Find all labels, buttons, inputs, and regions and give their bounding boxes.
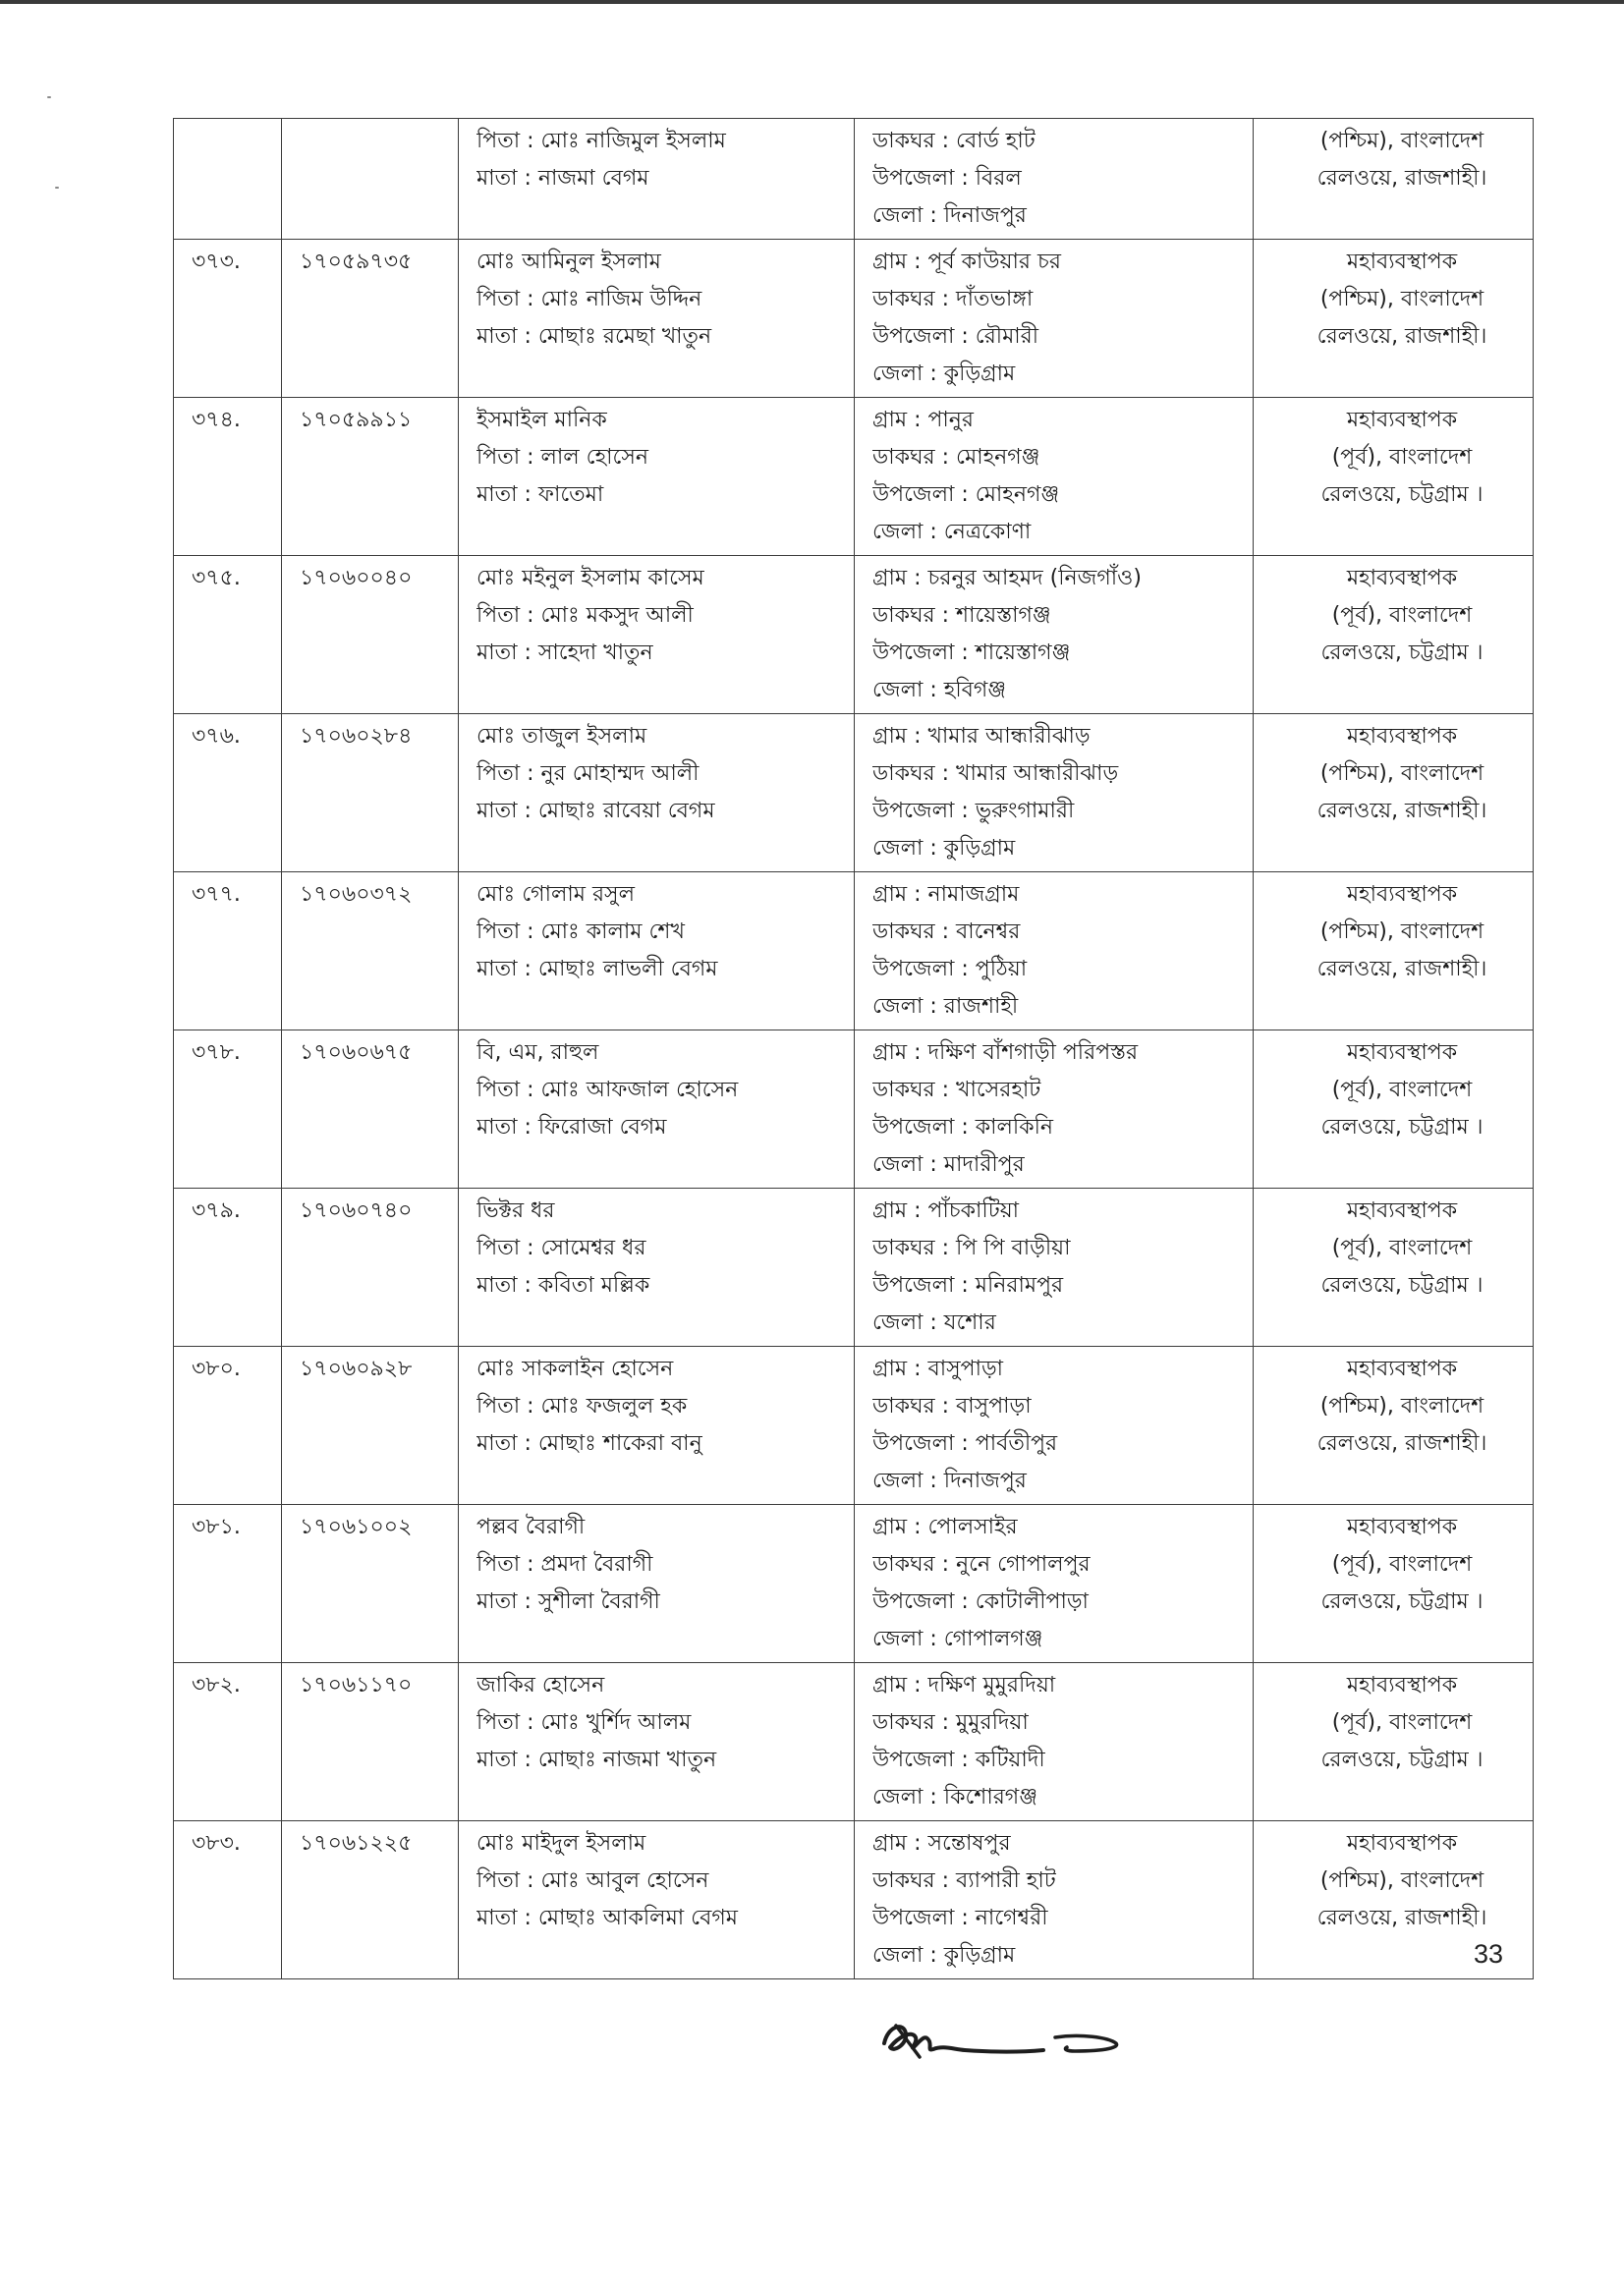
posting-office-cell-line: রেলওয়ে, চট্টগ্রাম । [1320,1273,1484,1298]
serial-cell: ৩৮১. [174,1505,282,1663]
candidate-name-cell-line: পিতা : প্রমদা বৈরাগী [476,1552,653,1577]
appointment-table-body [174,119,1534,1979]
posting-office-cell-line: (পূর্ব), বাংলাদেশ [1331,603,1473,628]
posting-office-cell-line: মহাব্যবস্থাপক [1346,1040,1458,1065]
roll-number-cell: ১৭০৬১২২৫ [282,1821,459,1979]
serial-cell: ৩৭৩. [174,240,282,398]
candidate-name-cell [459,1189,855,1347]
posting-office-cell-line: রেলওয়ে, রাজশাহী। [1316,166,1487,191]
roll-number-cell: ১৭০৬০৭৪০ [282,1189,459,1347]
posting-office-cell-line: (পূর্ব), বাংলাদেশ [1331,1078,1473,1102]
posting-office-cell-line: রেলওয়ে, রাজশাহী। [1316,799,1487,823]
candidate-name-cell-line: মাতা : মোছাঃ রাবেয়া বেগম [476,799,715,823]
posting-office-cell-line: মহাব্যবস্থাপক [1346,882,1458,907]
address-cell [855,1821,1254,1979]
posting-office-cell-line: রেলওয়ে, চট্টগ্রাম । [1320,1589,1484,1614]
table-row [174,1663,1534,1821]
address-cell-line: গ্রাম : খামার আন্ধারীঝাড় [872,724,1091,749]
table-row [174,714,1534,872]
address-cell-line: উপজেলা : পুঠিয়া [872,957,1028,981]
address-cell-line: গ্রাম : পূর্ব কাউয়ার চর [872,250,1061,274]
address-cell-line: গ্রাম : সন্তোষপুর [872,1831,1011,1856]
address-cell-line: গ্রাম : বাসুপাড়া [872,1357,1004,1381]
posting-office-cell [1254,1189,1534,1347]
candidate-name-cell-line: পিতা : মোঃ নাজিম উদ্দিন [476,287,702,311]
candidate-name-cell-line: পিতা : মোঃ ফজলুল হক [476,1394,688,1419]
address-cell-line: জেলা : কুড়িগ্রাম [872,1943,1016,1968]
address-cell-line: উপজেলা : শায়েস্তাগঞ্জ [872,640,1071,665]
posting-office-cell-line: মহাব্যবস্থাপক [1346,566,1458,590]
candidate-name-cell-line: মোঃ মাইদুল ইসলাম [476,1831,646,1856]
candidate-name-cell-line: পিতা : মোঃ নাজিমুল ইসলাম [476,129,726,153]
address-cell-line: জেলা : নেত্রকোণা [872,520,1032,544]
posting-office-cell-line: (পশ্চিম), বাংলাদেশ [1319,1394,1484,1419]
candidate-name-cell [459,1030,855,1189]
roll-number-cell: ১৭০৬০৯২৮ [282,1347,459,1505]
roll-number-cell: ১৭০৫৯৭৩৫ [282,240,459,398]
candidate-name-cell-line: মাতা : মোছাঃ রমেছা খাতুন [476,324,712,349]
roll-number-cell: ১৭০৫৯৯১১ [282,398,459,556]
table-row [174,1030,1534,1189]
posting-office-cell-line: (পশ্চিম), বাংলাদেশ [1319,129,1484,153]
serial-cell: ৩৭৮. [174,1030,282,1189]
candidate-name-cell-line: মোঃ সাকলাইন হোসেন [476,1357,674,1381]
candidate-name-cell-line: ইসমাইল মানিক [476,408,607,432]
address-cell [855,1505,1254,1663]
candidate-name-cell-line: পিতা : মোঃ কালাম শেখ [476,919,685,944]
address-cell-line: উপজেলা : মোহনগঞ্জ [872,482,1060,507]
address-cell-line: ডাকঘর : বাসুপাড়া [872,1394,1032,1419]
address-cell-line: গ্রাম : পোলসাইর [872,1515,1018,1539]
address-cell [855,1189,1254,1347]
roll-number-cell: ১৭০৬০০৪০ [282,556,459,714]
candidate-name-cell-line: মাতা : ফাতেমা [476,482,604,507]
posting-office-cell-line: (পশ্চিম), বাংলাদেশ [1319,919,1484,944]
posting-office-cell [1254,1030,1534,1189]
candidate-name-cell-line: মাতা : সুশীলা বৈরাগী [476,1589,660,1614]
address-cell-line: উপজেলা : কোটালীপাড়া [872,1589,1089,1614]
candidate-name-cell-line: মাতা : মোছাঃ লাভলী বেগম [476,957,718,981]
address-cell-line: ডাকঘর : দাঁতভাঙ্গা [872,287,1034,311]
address-cell-line: উপজেলা : মনিরামপুর [872,1273,1064,1298]
address-cell [855,1663,1254,1821]
address-cell-line: গ্রাম : দক্ষিণ মুমুরদিয়া [872,1673,1056,1698]
posting-office-cell-line: রেলওয়ে, রাজশাহী। [1316,324,1487,349]
posting-office-cell-line: মহাব্যবস্থাপক [1346,1831,1458,1856]
serial-cell: ৩৮২. [174,1663,282,1821]
posting-office-cell [1254,556,1534,714]
candidate-name-cell-line: জাকির হোসেন [476,1673,605,1698]
address-cell-line: উপজেলা : পার্বতীপুর [872,1431,1058,1456]
address-cell-line: উপজেলা : কালকিনি [872,1115,1054,1140]
posting-office-cell-line: মহাব্যবস্থাপক [1346,1357,1458,1381]
candidate-name-cell [459,1347,855,1505]
candidate-name-cell-line: পিতা : মোঃ মকসুদ আলী [476,603,694,628]
posting-office-cell-line: রেলওয়ে, চট্টগ্রাম । [1320,482,1484,507]
roll-number-cell: ১৭০৬০৩৭২ [282,872,459,1030]
top-border-line [0,0,1624,4]
roll-number-cell: ১৭০৬০২৮৪ [282,714,459,872]
serial-cell: ৩৭৪. [174,398,282,556]
posting-office-cell [1254,714,1534,872]
candidate-name-cell-line: মোঃ গোলাম রসুল [476,882,635,907]
candidate-name-cell-line: মাতা : মোছাঃ আকলিমা বেগম [476,1906,738,1930]
address-cell-line: জেলা : গোপালগঞ্জ [872,1627,1043,1651]
posting-office-cell-line: মহাব্যবস্থাপক [1346,1515,1458,1539]
posting-office-cell [1254,240,1534,398]
address-cell-line: ডাকঘর : বানেশ্বর [872,919,1021,944]
candidate-name-cell-line: পিতা : নুর মোহাম্মদ আলী [476,761,700,786]
address-cell [855,1030,1254,1189]
table-row [174,1189,1534,1347]
address-cell [855,556,1254,714]
address-cell [855,240,1254,398]
address-cell-line: ডাকঘর : বোর্ড হাট [872,129,1036,153]
posting-office-cell [1254,1505,1534,1663]
address-cell-line: জেলা : কিশোরগঞ্জ [872,1785,1038,1809]
posting-office-cell-line: (পূর্ব), বাংলাদেশ [1331,1710,1473,1735]
address-cell-line: গ্রাম : পানুর [872,408,975,432]
candidate-name-cell-line: ভিক্টর ধর [476,1198,555,1223]
address-cell-line: ডাকঘর : খাসেরহাট [872,1078,1041,1102]
address-cell-line: উপজেলা : ভুরুংগামারী [872,799,1075,823]
posting-office-cell-line: রেলওয়ে, রাজশাহী। [1316,957,1487,981]
posting-office-cell-line: (পূর্ব), বাংলাদেশ [1331,1552,1473,1577]
address-cell-line: উপজেলা : কটিয়াদী [872,1748,1045,1772]
candidate-name-cell-line: মাতা : সাহেদা খাতুন [476,640,653,665]
address-cell-line: জেলা : রাজশাহী [872,994,1019,1019]
candidate-name-cell [459,1821,855,1979]
candidate-name-cell [459,240,855,398]
candidate-name-cell-line: পল্লব বৈরাগী [476,1515,586,1539]
candidate-name-cell-line: মাতা : ফিরোজা বেগম [476,1115,667,1140]
candidate-name-cell-line: মোঃ মইনুল ইসলাম কাসেম [476,566,704,590]
candidate-name-cell-line: মাতা : মোছাঃ শাকেরা বানু [476,1431,702,1456]
table-row [174,1505,1534,1663]
scan-speck [55,187,59,189]
address-cell-line: জেলা : দিনাজপুর [872,1469,1027,1493]
posting-office-cell [1254,119,1534,240]
posting-office-cell-line: রেলওয়ে, চট্টগ্রাম । [1320,640,1484,665]
address-cell [855,714,1254,872]
address-cell-line: উপজেলা : নাগেশ্বরী [872,1906,1048,1930]
candidate-name-cell-line: মোঃ তাজুল ইসলাম [476,724,647,749]
roll-number-cell [282,119,459,240]
serial-cell: ৩৭৫. [174,556,282,714]
candidate-name-cell [459,1505,855,1663]
posting-office-cell [1254,1347,1534,1505]
address-cell-line: জেলা : মাদারীপুর [872,1152,1025,1177]
address-cell-line: জেলা : দিনাজপুর [872,203,1027,228]
candidate-name-cell-line: বি, এম, রাহুল [476,1040,599,1065]
address-cell [855,872,1254,1030]
candidate-name-cell [459,714,855,872]
address-cell-line: গ্রাম : পাঁচকাটিয়া [872,1198,1020,1223]
appointment-table [173,118,1534,1979]
address-cell-line: জেলা : যশোর [872,1310,996,1335]
candidate-name-cell-line: পিতা : লাল হোসেন [476,445,649,470]
serial-cell: ৩৭৭. [174,872,282,1030]
candidate-name-cell [459,1663,855,1821]
address-cell-line: জেলা : কুড়িগ্রাম [872,362,1016,386]
page-number: 33 [1474,1939,1504,1969]
address-cell-line: ডাকঘর : নুনে গোপালপুর [872,1552,1091,1577]
posting-office-cell-line: রেলওয়ে, রাজশাহী। [1316,1906,1487,1930]
posting-office-cell [1254,1663,1534,1821]
posting-office-cell-line: রেলওয়ে, রাজশাহী। [1316,1431,1487,1456]
posting-office-cell [1254,398,1534,556]
table-row [174,872,1534,1030]
candidate-name-cell-line: পিতা : মোঃ খুর্শিদ আলম [476,1710,692,1735]
table-row [174,1347,1534,1505]
serial-cell [174,119,282,240]
candidate-name-cell-line: মোঃ আমিনুল ইসলাম [476,250,661,274]
table-row [174,1821,1534,1979]
posting-office-cell-line: মহাব্যবস্থাপক [1346,1198,1458,1223]
address-cell-line: উপজেলা : রৌমারী [872,324,1039,349]
scan-speck [47,96,51,98]
serial-cell: ৩৮০. [174,1347,282,1505]
serial-cell: ৩৮৩. [174,1821,282,1979]
candidate-name-cell-line: পিতা : মোঃ আবুল হোসেন [476,1868,709,1893]
candidate-name-cell-line: মাতা : কবিতা মল্লিক [476,1273,650,1298]
serial-cell: ৩৭৬. [174,714,282,872]
posting-office-cell-line: মহাব্যবস্থাপক [1346,724,1458,749]
candidate-name-cell-line: পিতা : সোমেশ্বর ধর [476,1236,646,1260]
roll-number-cell: ১৭০৬১১৭০ [282,1663,459,1821]
candidate-name-cell [459,872,855,1030]
posting-office-cell-line: রেলওয়ে, চট্টগ্রাম । [1320,1748,1484,1772]
table-row [174,240,1534,398]
posting-office-cell-line: মহাব্যবস্থাপক [1346,250,1458,274]
posting-office-cell-line: (পূর্ব), বাংলাদেশ [1331,445,1473,470]
address-cell-line: ডাকঘর : মোহনগঞ্জ [872,445,1040,470]
address-cell [855,398,1254,556]
table-row [174,119,1534,240]
posting-office-cell-line: মহাব্যবস্থাপক [1346,1673,1458,1698]
address-cell-line: গ্রাম : চরনুর আহমদ (নিজগাঁও) [872,566,1142,590]
address-cell [855,119,1254,240]
candidate-name-cell-line: মাতা : মোছাঃ নাজমা খাতুন [476,1748,717,1772]
candidate-name-cell [459,398,855,556]
address-cell-line: গ্রাম : দক্ষিণ বাঁশগাড়ী পরিপস্তর [872,1040,1139,1065]
table-row [174,398,1534,556]
address-cell-line: ডাকঘর : শায়েস্তাগঞ্জ [872,603,1051,628]
address-cell-line: গ্রাম : নামাজগ্রাম [872,882,1020,907]
posting-office-cell-line: (পূর্ব), বাংলাদেশ [1331,1236,1473,1260]
candidate-name-cell [459,556,855,714]
posting-office-cell-line: (পশ্চিম), বাংলাদেশ [1319,1868,1484,1893]
address-cell-line: উপজেলা : বিরল [872,166,1022,191]
roll-number-cell: ১৭০৬০৬৭৫ [282,1030,459,1189]
posting-office-cell-line: রেলওয়ে, চট্টগ্রাম । [1320,1115,1484,1140]
address-cell-line: ডাকঘর : খামার আন্ধারীঝাড় [872,761,1119,786]
posting-office-cell [1254,872,1534,1030]
table-row [174,556,1534,714]
candidate-name-cell [459,119,855,240]
candidate-name-cell-line: মাতা : নাজমা বেগম [476,166,649,191]
signature-image [874,2004,1130,2083]
address-cell-line: ডাকঘর : পি পি বাড়ীয়া [872,1236,1071,1260]
serial-cell: ৩৭৯. [174,1189,282,1347]
address-cell-line: ডাকঘর : ব্যাপারী হাট [872,1868,1056,1893]
posting-office-cell-line: (পশ্চিম), বাংলাদেশ [1319,287,1484,311]
posting-office-cell-line: (পশ্চিম), বাংলাদেশ [1319,761,1484,786]
address-cell-line: ডাকঘর : মুমুরদিয়া [872,1710,1029,1735]
address-cell [855,1347,1254,1505]
posting-office-cell-line: মহাব্যবস্থাপক [1346,408,1458,432]
address-cell-line: জেলা : হবিগঞ্জ [872,678,1007,702]
candidate-name-cell-line: পিতা : মোঃ আফজাল হোসেন [476,1078,739,1102]
address-cell-line: জেলা : কুড়িগ্রাম [872,836,1016,861]
roll-number-cell: ১৭০৬১০০২ [282,1505,459,1663]
